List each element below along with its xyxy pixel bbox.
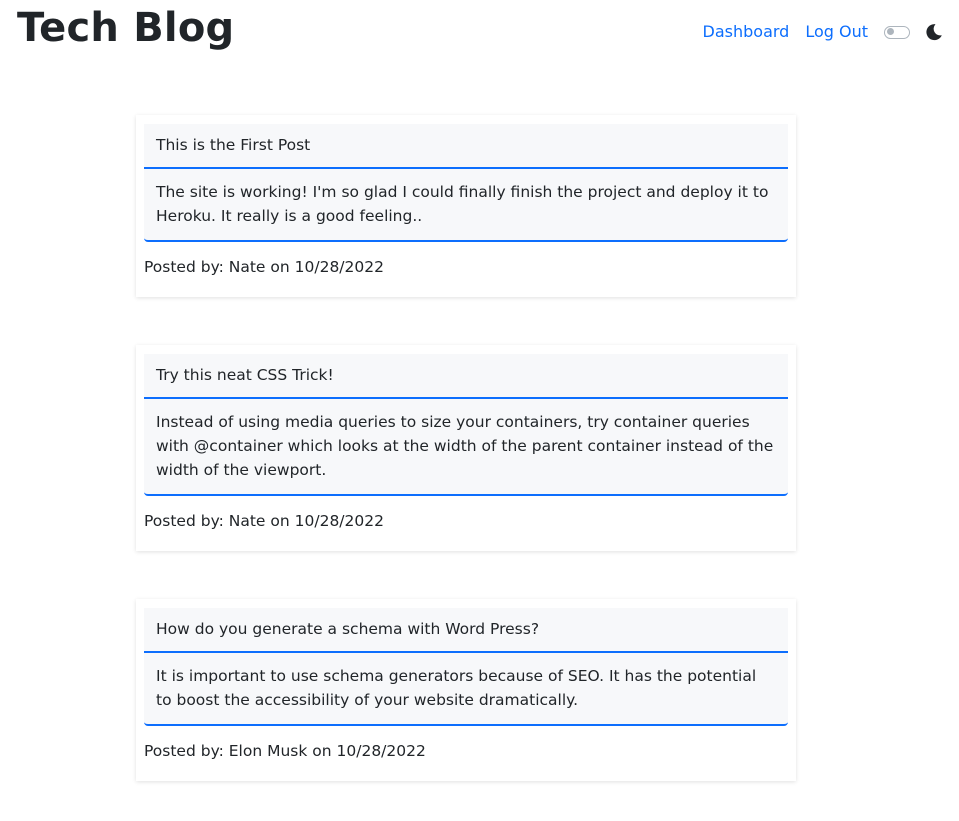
post-title[interactable]: Try this neat CSS Trick! (144, 354, 788, 399)
post-meta: Posted by: Elon Musk on 10/28/2022 (144, 742, 426, 760)
posts-list (136, 115, 796, 821)
toggle-knob (887, 28, 894, 35)
dashboard-link[interactable]: Dashboard (702, 22, 790, 41)
post-title[interactable]: This is the First Post (144, 124, 788, 169)
dark-mode-toggle[interactable] (884, 26, 910, 39)
post-content (144, 124, 788, 242)
logout-link[interactable]: Log Out (805, 22, 868, 41)
post-card[interactable] (136, 345, 796, 551)
post-meta: Posted by: Nate on 10/28/2022 (144, 512, 384, 530)
site-title[interactable]: Tech Blog (17, 5, 235, 51)
post-content (144, 354, 788, 496)
post-card[interactable] (136, 599, 796, 781)
post-body: Instead of using media queries to size your containers, try container queries with @container which looks at the width of the parent container instead of the width of the viewport. (156, 413, 774, 479)
post-title[interactable]: How do you generate a schema with Word Press? (144, 608, 788, 653)
post-meta: Posted by: Nate on 10/28/2022 (144, 258, 384, 276)
post-body: The site is working! I'm so glad I could finally finish the project and deploy it to Heroku. It really is a good feeling.. (156, 183, 769, 225)
post-card[interactable] (136, 115, 796, 297)
post-content (144, 608, 788, 726)
post-body: It is important to use schema generators because of SEO. It has the potential to boost the accessibility of your website dramatically. (156, 667, 757, 709)
moon-icon (925, 23, 943, 41)
top-nav (687, 19, 943, 45)
